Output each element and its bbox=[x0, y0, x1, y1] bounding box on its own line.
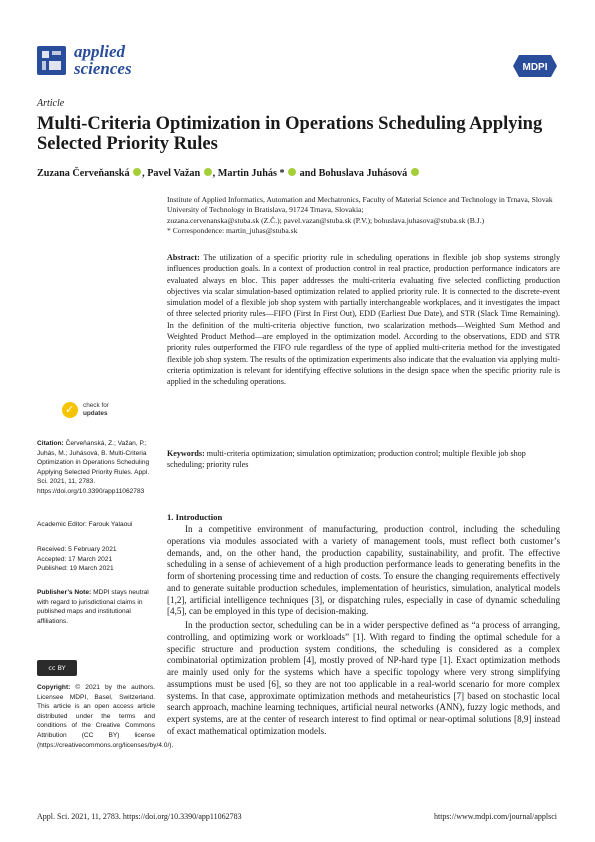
cc-license-icon[interactable]: cc BY bbox=[37, 660, 77, 676]
published-date: Published: 19 March 2021 bbox=[37, 565, 114, 573]
orcid-icon[interactable] bbox=[133, 168, 141, 176]
keywords-label: Keywords: bbox=[167, 449, 205, 458]
affiliation-institute: Institute of Applied Informatics, Automation and Mechatronics, Faculty of Material Science and Technology in Trnava, Slovak University of Technology in Bratislava, 91724 Trnava, Slovakia; bbox=[167, 195, 553, 215]
publisher-note-text: MDPI stays neutral with regard to jurisdictional claims in published maps and institutional affiliations. bbox=[37, 589, 149, 625]
affiliation-block bbox=[167, 195, 560, 236]
keywords-text: multi-criteria optimization; simulation optimization; production control; multiple flexible job shop scheduling; priority rules bbox=[167, 449, 526, 470]
affiliation-emails[interactable]: zuzana.cervenanska@stuba.sk (Z.Č.); pavel.vazan@stuba.sk (P.V.); bohuslava.juhasova@stuba.sk (B.J.) bbox=[167, 215, 485, 225]
footer-journal-link[interactable]: https://www.mdpi.com/journal/applsci bbox=[433, 812, 557, 821]
journal-name-line1: applied bbox=[74, 42, 125, 61]
mdpi-logo-text: MDPI bbox=[522, 62, 548, 73]
journal-name bbox=[74, 43, 132, 77]
body-text bbox=[167, 524, 560, 738]
section-heading: 1. Introduction bbox=[167, 512, 223, 522]
received-date: Received: 5 February 2021 bbox=[37, 546, 117, 553]
author-name[interactable]: Zuzana Červeňanská bbox=[37, 168, 130, 179]
publisher-note bbox=[37, 588, 157, 626]
academic-editor: Academic Editor: Farouk Yalaoui bbox=[37, 521, 133, 528]
journal-name-line2: sciences bbox=[74, 59, 132, 78]
check-updates-label bbox=[83, 402, 109, 417]
checkmark-icon: ✓ bbox=[65, 403, 75, 416]
correspondence: * Correspondence: martin_juhas@stuba.sk bbox=[167, 225, 298, 235]
mdpi-logo bbox=[513, 55, 557, 77]
author-name[interactable]: Martin Juhás * bbox=[217, 168, 285, 179]
abstract bbox=[167, 252, 560, 388]
body-paragraph: In the production sector, scheduling can be in a wider perspective defined as “a process of arranging, controlling, and optimizing work or workloads” [1]. With regard to finding the optimal schedule for a specific structure and production system conditions, the scheduling is considered as a complex combinatorial optimization problem [4], mostly proved of NP-hard type [1]. Exact optimization methods are mainly used only for the systems which have a specific topology where very strong simplifying assumptions must be used [6], so they are not too applicable in a real-world scenario for more complex systems. In that case, approximate optimization methods and metaheuristics [7] based on stochastic local search approach, machine learning techniques, artificial neural networks (ANN), fuzzy logic methods, and expert systems, are at the center of research interest to find optimal or near-optimal solutions [8,9] instead of exact mathematical optimization models. bbox=[167, 620, 560, 736]
citation-text[interactable]: Červeňanská, Z.; Važan, P.; Juhás, M.; Juhásová, B. Multi-Criteria Optimization in Operations Scheduling Applying Selected Priority Rules. Appl. Sci. 2021, 11, 2783. https://doi.org/10.3390/app11062783 bbox=[37, 440, 150, 495]
publisher-note-label: Publisher’s Note: bbox=[37, 589, 92, 596]
copyright-block bbox=[37, 683, 174, 750]
copyright-label: Copyright: bbox=[37, 684, 71, 691]
citation-label: Citation: bbox=[37, 440, 64, 447]
abstract-label: Abstract: bbox=[167, 253, 200, 262]
author-name[interactable]: and Bohuslava Juhásová bbox=[299, 168, 408, 179]
abstract-text: The utilization of a specific priority rule in scheduling operations in flexible job shop systems strongly influences production goals. In a context of production control in real practice, production performance indicators are evaluated always en bloc. This paper addresses the multi-criteria evaluating five selected conflicting production objectives via scalar simulation-based optimization related to applied priority rule. It is connected to the discrete-event simulation model of a flexible job shop system with partially interchangeable workplaces, and it investigates the impact of three selected priority rules—FIFO (First In First Out), EDD (Earliest Due Date), and STR (Slack Time Remaining). In the definition of the multi-criteria objective function, two scalarization methods—Weighted Sum Method and Weighted Product Method—are employed in the optimization model. According to the observations, EDD and STR priority rules outperformed the FIFO rule regardless of the type of applied multi-criteria method for the investigated flexible job shop system. The results of the optimization experiments also indicate that the evaluation via applying multi-criteria optimization is relevant for identifying effective solutions in the design space when the specific priority rule is applied in the scheduling operations. bbox=[167, 253, 560, 387]
publication-dates bbox=[37, 545, 157, 574]
orcid-icon[interactable] bbox=[411, 168, 419, 176]
author-name[interactable]: Pavel Važan bbox=[147, 168, 201, 179]
orcid-icon[interactable] bbox=[288, 168, 296, 176]
check-updates-line1: check for bbox=[83, 402, 109, 409]
keywords bbox=[167, 448, 560, 471]
article-title: Multi-Criteria Optimization in Operations Scheduling Applying Selected Priority Rules bbox=[37, 114, 543, 154]
check-updates-line2: updates bbox=[83, 409, 108, 417]
copyright-text: © 2021 by the authors. Licensee MDPI, Basel, Switzerland. This article is an open access article distributed under the terms and conditions of the Creative Commons Attribution (CC BY) license (https://creativecommons.org/licenses/by/4.0/). bbox=[37, 684, 174, 749]
article-type: Article bbox=[37, 98, 65, 109]
journal-logo-icon bbox=[37, 46, 66, 75]
author-list: Zuzana Červeňanská , Pavel Važan , Martin Juhás * and Bohuslava Juhásová bbox=[37, 168, 557, 179]
accepted-date: Accepted: 17 March 2021 bbox=[37, 555, 113, 563]
orcid-icon[interactable] bbox=[204, 168, 212, 176]
footer-citation: Appl. Sci. 2021, 11, 2783. https://doi.org/10.3390/app11062783 bbox=[37, 812, 242, 821]
check-for-updates-button[interactable] bbox=[37, 400, 157, 426]
citation-block bbox=[37, 439, 157, 497]
body-paragraph: In a competitive environment of manufacturing, production control, including the scheduling operations via modules associated with a variety of management tools, must reflect both customer’s demands, and, on the other hand, the production capability, sustainability, and profit. The effective scheduling in a sense of achievement of a high production performance leads to generating benefits in the form of shortening processing time and reduction of costs. To ensure the changing requirements effectively and to generate suitable production schedules, implementation of heuristics, simulation, analytical models [1,2], artificial intelligence techniques [3], or dispatching rules, especially in case of dynamic scheduling [4,5], can be employed in this type of decision-making. bbox=[167, 524, 560, 617]
